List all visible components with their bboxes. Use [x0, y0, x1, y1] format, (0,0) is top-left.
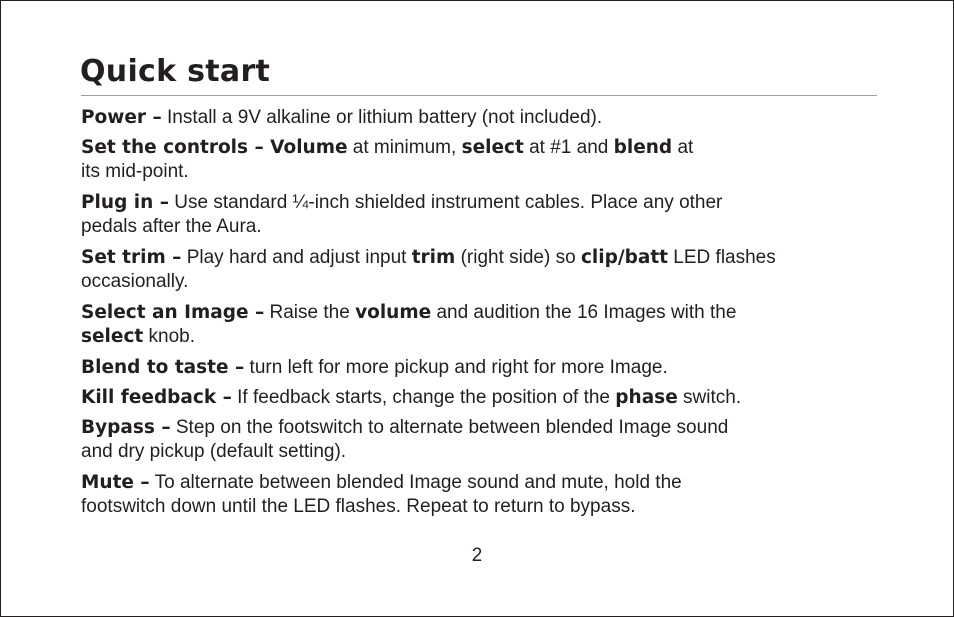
step-heading: Set the controls – — [81, 137, 271, 158]
step-heading: Bypass – — [81, 417, 171, 438]
quick-start-list — [81, 106, 881, 526]
step-text: turn left for more pickup and right for more Image. — [244, 357, 668, 378]
control-name-select: select — [461, 137, 524, 158]
step-text: (right side) so — [455, 247, 581, 268]
control-name-blend: blend — [613, 137, 673, 158]
step-heading: Blend to taste – — [81, 357, 245, 378]
step-text: LED flashes — [668, 247, 776, 268]
step-power — [81, 106, 881, 130]
step-blend-to-taste — [81, 356, 881, 380]
step-kill-feedback — [81, 386, 881, 410]
control-name-volume: Volume — [270, 137, 348, 158]
page-number: 2 — [471, 545, 483, 566]
step-select-image — [81, 301, 881, 349]
step-set-trim — [81, 246, 881, 294]
title-divider — [81, 95, 877, 96]
led-name-clip-batt: clip/batt — [580, 247, 669, 268]
step-text: Play hard and adjust input — [181, 247, 412, 268]
step-mute — [81, 471, 881, 519]
page-title: Quick start — [80, 54, 271, 89]
step-text: To alternate between blended Image sound and mute, hold the — [149, 472, 682, 493]
control-name-volume: volume — [355, 302, 432, 323]
step-text: Step on the footswitch to alternate between blended Image sound — [170, 417, 729, 438]
step-text: at minimum, — [347, 137, 462, 158]
step-text: knob. — [143, 326, 196, 347]
step-heading: Kill feedback – — [81, 387, 232, 408]
step-plug-in — [81, 191, 881, 239]
step-text: its mid-point. — [81, 161, 189, 182]
step-text: pedals after the Aura. — [81, 216, 262, 237]
control-name-phase: phase — [615, 387, 678, 408]
step-heading: Mute – — [81, 472, 150, 493]
step-heading: Set trim – — [81, 247, 182, 268]
step-text: occasionally. — [81, 271, 189, 292]
step-text: and dry pickup (default setting). — [81, 441, 347, 462]
step-text: and audition the 16 Images with the — [431, 302, 737, 323]
step-text: at #1 and — [523, 137, 614, 158]
step-text: switch. — [677, 387, 742, 408]
step-text: Raise the — [264, 302, 356, 323]
step-text: at — [672, 137, 694, 158]
step-text: footswitch down until the LED flashes. Repeat to return to bypass. — [81, 496, 636, 517]
control-name-select: select — [81, 326, 144, 347]
step-bypass — [81, 416, 881, 464]
step-heading: Power – — [81, 107, 162, 128]
step-heading: Plug in – — [81, 192, 169, 213]
step-text: Use standard ¼-inch shielded instrument cables. Place any other — [168, 192, 723, 213]
step-heading: Select an Image – — [81, 302, 265, 323]
step-text: Install a 9V alkaline or lithium battery (not included). — [161, 107, 603, 128]
step-set-controls — [81, 136, 881, 184]
control-name-trim: trim — [411, 247, 456, 268]
step-text: If feedback starts, change the position of the — [231, 387, 616, 408]
